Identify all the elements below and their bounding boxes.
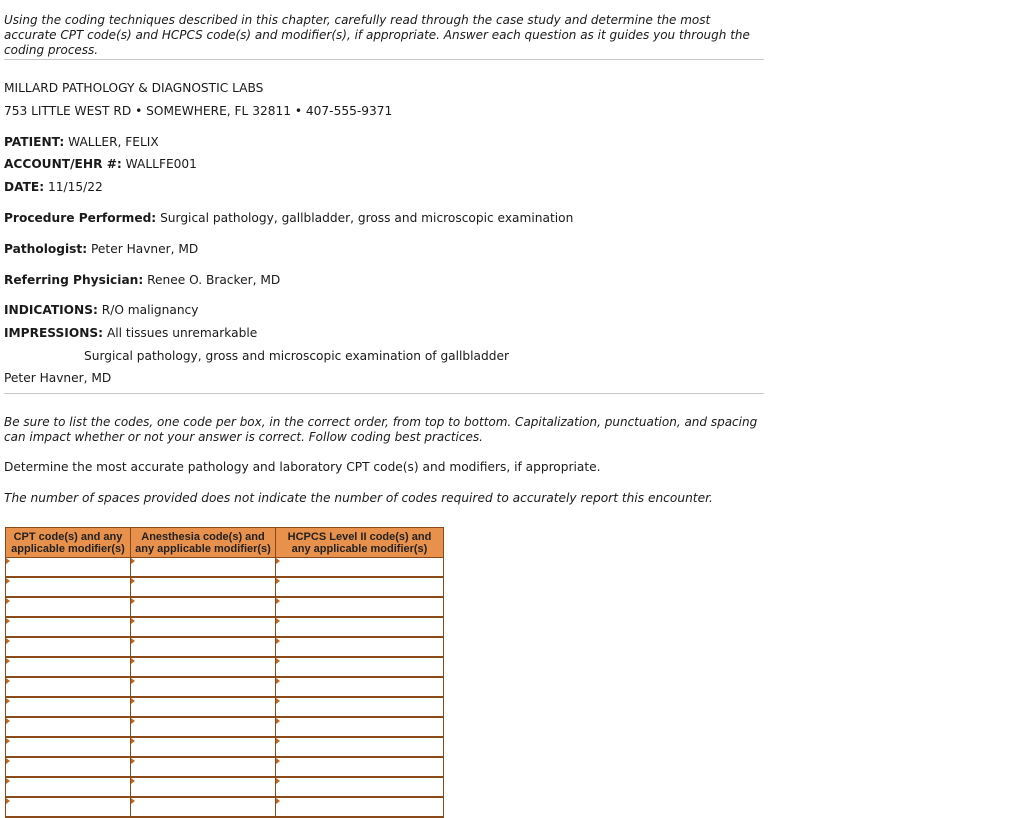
lab-name: MILLARD PATHOLOGY & DIAGNOSTIC LABS [4, 81, 264, 95]
anesthesia-code-input[interactable] [131, 599, 275, 617]
cpt-code-input[interactable] [6, 799, 130, 817]
cell-marker-icon [276, 618, 280, 624]
hcpcs-cell [276, 597, 444, 617]
account-value: WALLFE001 [125, 157, 197, 171]
procedure-label: Procedure Performed: [4, 211, 157, 225]
table-row [6, 577, 444, 597]
cell-marker-icon [131, 618, 135, 624]
table-row [6, 657, 444, 677]
cell-marker-icon [276, 698, 280, 704]
table-row [6, 757, 444, 777]
cell-marker-icon [6, 658, 10, 664]
cell-marker-icon [6, 738, 10, 744]
cpt-cell [6, 737, 131, 757]
hcpcs-code-input[interactable] [276, 739, 443, 757]
anesthesia-code-input[interactable] [131, 759, 275, 777]
table-row [6, 677, 444, 697]
hcpcs-code-input[interactable] [276, 659, 443, 677]
question-text: Determine the most accurate pathology and laboratory CPT code(s) and modifiers, if appropriate. [4, 460, 601, 474]
anesthesia-cell [131, 558, 276, 578]
table-row [6, 797, 444, 817]
cell-marker-icon [131, 758, 135, 764]
cpt-cell [6, 757, 131, 777]
cell-marker-icon [6, 758, 10, 764]
cell-marker-icon [131, 798, 135, 804]
cell-marker-icon [276, 718, 280, 724]
cpt-cell [6, 558, 131, 578]
signature: Peter Havner, MD [4, 371, 112, 385]
anesthesia-code-input[interactable] [131, 559, 275, 577]
table-row [6, 637, 444, 657]
cpt-cell [6, 657, 131, 677]
hcpcs-code-input[interactable] [276, 679, 443, 697]
anesthesia-cell [131, 657, 276, 677]
hcpcs-cell [276, 558, 444, 578]
cell-marker-icon [276, 658, 280, 664]
patient-value: WALLER, FELIX [68, 135, 159, 149]
cpt-code-input[interactable] [6, 759, 130, 777]
anesthesia-code-input[interactable] [131, 659, 275, 677]
hcpcs-cell [276, 677, 444, 697]
anesthesia-code-input[interactable] [131, 779, 275, 797]
cell-marker-icon [131, 738, 135, 744]
indications-label: INDICATIONS: [4, 303, 98, 317]
cell-marker-icon [6, 598, 10, 604]
anesthesia-code-input[interactable] [131, 639, 275, 657]
anesthesia-code-input[interactable] [131, 679, 275, 697]
cell-marker-icon [6, 678, 10, 684]
cell-marker-icon [6, 798, 10, 804]
table-row [6, 717, 444, 737]
divider-bottom [4, 393, 764, 394]
hcpcs-cell [276, 697, 444, 717]
spaces-note: The number of spaces provided does not indicate the number of codes required to accurately report this encounter. [4, 491, 713, 505]
hcpcs-code-input[interactable] [276, 779, 443, 797]
cell-marker-icon [276, 558, 280, 564]
pathologist-label: Pathologist: [4, 242, 88, 256]
impressions-value: All tissues unremarkable [106, 326, 258, 340]
pathologist-line [4, 242, 198, 257]
cell-marker-icon [276, 678, 280, 684]
header-anesthesia: Anesthesia code(s) and any applicable modifier(s) [131, 528, 276, 558]
intro-instructions: Using the coding techniques described in this chapter, carefully read through the case study and determine the most accurate CPT code(s) and HCPCS code(s) and modifier(s), if appropriate. Answer each question as it guides you through the coding process. [4, 13, 750, 57]
hcpcs-code-input[interactable] [276, 619, 443, 637]
cpt-code-input[interactable] [6, 639, 130, 657]
hcpcs-cell [276, 737, 444, 757]
cell-marker-icon [131, 558, 135, 564]
header-hcpcs: HCPCS Level II code(s) and any applicable modifier(s) [276, 528, 444, 558]
anesthesia-cell [131, 777, 276, 797]
date-label: DATE: [4, 180, 45, 194]
impressions-line [4, 326, 257, 341]
anesthesia-code-input[interactable] [131, 619, 275, 637]
cpt-cell [6, 717, 131, 737]
cpt-code-input[interactable] [6, 659, 130, 677]
cpt-cell [6, 617, 131, 637]
answer-table-body [6, 558, 444, 818]
cpt-code-input[interactable] [6, 559, 130, 577]
divider-top [4, 59, 764, 60]
hcpcs-cell [276, 577, 444, 597]
cpt-cell [6, 797, 131, 817]
cpt-code-input[interactable] [6, 679, 130, 697]
cpt-cell [6, 637, 131, 657]
anesthesia-cell [131, 597, 276, 617]
procedure-line [4, 211, 573, 226]
cell-marker-icon [276, 758, 280, 764]
anesthesia-code-input[interactable] [131, 739, 275, 757]
cpt-code-input[interactable] [6, 719, 130, 737]
cpt-code-input[interactable] [6, 599, 130, 617]
cell-marker-icon [276, 598, 280, 604]
anesthesia-cell [131, 577, 276, 597]
hcpcs-cell [276, 777, 444, 797]
cell-marker-icon [6, 558, 10, 564]
answer-table [5, 527, 444, 818]
cpt-code-input[interactable] [6, 739, 130, 757]
cell-marker-icon [6, 638, 10, 644]
anesthesia-cell [131, 757, 276, 777]
cpt-code-input[interactable] [6, 619, 130, 637]
cell-marker-icon [131, 778, 135, 784]
hcpcs-cell [276, 717, 444, 737]
table-row [6, 558, 444, 578]
table-row [6, 597, 444, 617]
impressions-detail: Surgical pathology, gross and microscopic examination of gallbladder [84, 349, 509, 363]
cpt-cell [6, 697, 131, 717]
hcpcs-cell [276, 657, 444, 677]
cell-marker-icon [131, 698, 135, 704]
pathologist-value: Peter Havner, MD [91, 242, 199, 256]
indications-value: R/O malignancy [101, 303, 199, 317]
cell-marker-icon [276, 798, 280, 804]
cell-marker-icon [276, 738, 280, 744]
table-row [6, 777, 444, 797]
cell-marker-icon [131, 718, 135, 724]
date-line [4, 180, 103, 195]
anesthesia-cell [131, 717, 276, 737]
patient-label: PATIENT: [4, 135, 65, 149]
cell-marker-icon [131, 638, 135, 644]
table-row [6, 737, 444, 757]
table-row [6, 697, 444, 717]
cell-marker-icon [131, 658, 135, 664]
hcpcs-cell [276, 797, 444, 817]
account-label: ACCOUNT/EHR #: [4, 157, 122, 171]
impressions-label: IMPRESSIONS: [4, 326, 104, 340]
anesthesia-cell [131, 697, 276, 717]
anesthesia-code-input[interactable] [131, 799, 275, 817]
cell-marker-icon [6, 718, 10, 724]
cell-marker-icon [276, 638, 280, 644]
lab-address: 753 LITTLE WEST RD • SOMEWHERE, FL 32811 • 407-555-9371 [4, 104, 393, 118]
hcpcs-cell [276, 757, 444, 777]
hcpcs-cell [276, 617, 444, 637]
anesthesia-cell [131, 677, 276, 697]
cpt-cell [6, 677, 131, 697]
hcpcs-code-input[interactable] [276, 599, 443, 617]
hcpcs-code-input[interactable] [276, 639, 443, 657]
header-cpt: CPT code(s) and any applicable modifier(s) [6, 528, 131, 558]
referring-value: Renee O. Bracker, MD [147, 273, 281, 287]
cell-marker-icon [276, 778, 280, 784]
hcpcs-code-input[interactable] [276, 719, 443, 737]
hcpcs-code-input[interactable] [276, 579, 443, 597]
hcpcs-code-input[interactable] [276, 759, 443, 777]
table-header-row [6, 528, 444, 558]
order-note: Be sure to list the codes, one code per box, in the correct order, from top to bottom. Capitalization, punctuation, and spacing can impact whether or not your answer is correct. Follow coding best practices. [4, 415, 758, 444]
anesthesia-code-input[interactable] [131, 719, 275, 737]
cpt-code-input[interactable] [6, 699, 130, 717]
cpt-cell [6, 577, 131, 597]
cell-marker-icon [6, 618, 10, 624]
procedure-value: Surgical pathology, gallbladder, gross and microscopic examination [160, 211, 574, 225]
hcpcs-cell [276, 637, 444, 657]
hcpcs-code-input[interactable] [276, 799, 443, 817]
cell-marker-icon [276, 578, 280, 584]
patient-line [4, 135, 159, 150]
anesthesia-cell [131, 797, 276, 817]
indications-line [4, 303, 198, 318]
cpt-code-input[interactable] [6, 779, 130, 797]
date-value: 11/15/22 [48, 180, 103, 194]
cell-marker-icon [131, 578, 135, 584]
cell-marker-icon [131, 598, 135, 604]
cell-marker-icon [6, 778, 10, 784]
account-line [4, 157, 197, 172]
cpt-code-input[interactable] [6, 579, 130, 597]
anesthesia-cell [131, 737, 276, 757]
table-row [6, 617, 444, 637]
hcpcs-code-input[interactable] [276, 699, 443, 717]
cell-marker-icon [6, 698, 10, 704]
cell-marker-icon [6, 578, 10, 584]
referring-label: Referring Physician: [4, 273, 144, 287]
anesthesia-code-input[interactable] [131, 579, 275, 597]
anesthesia-cell [131, 637, 276, 657]
cpt-cell [6, 597, 131, 617]
cpt-cell [6, 777, 131, 797]
anesthesia-cell [131, 617, 276, 637]
hcpcs-code-input[interactable] [276, 559, 443, 577]
anesthesia-code-input[interactable] [131, 699, 275, 717]
referring-line [4, 273, 280, 288]
cell-marker-icon [131, 678, 135, 684]
